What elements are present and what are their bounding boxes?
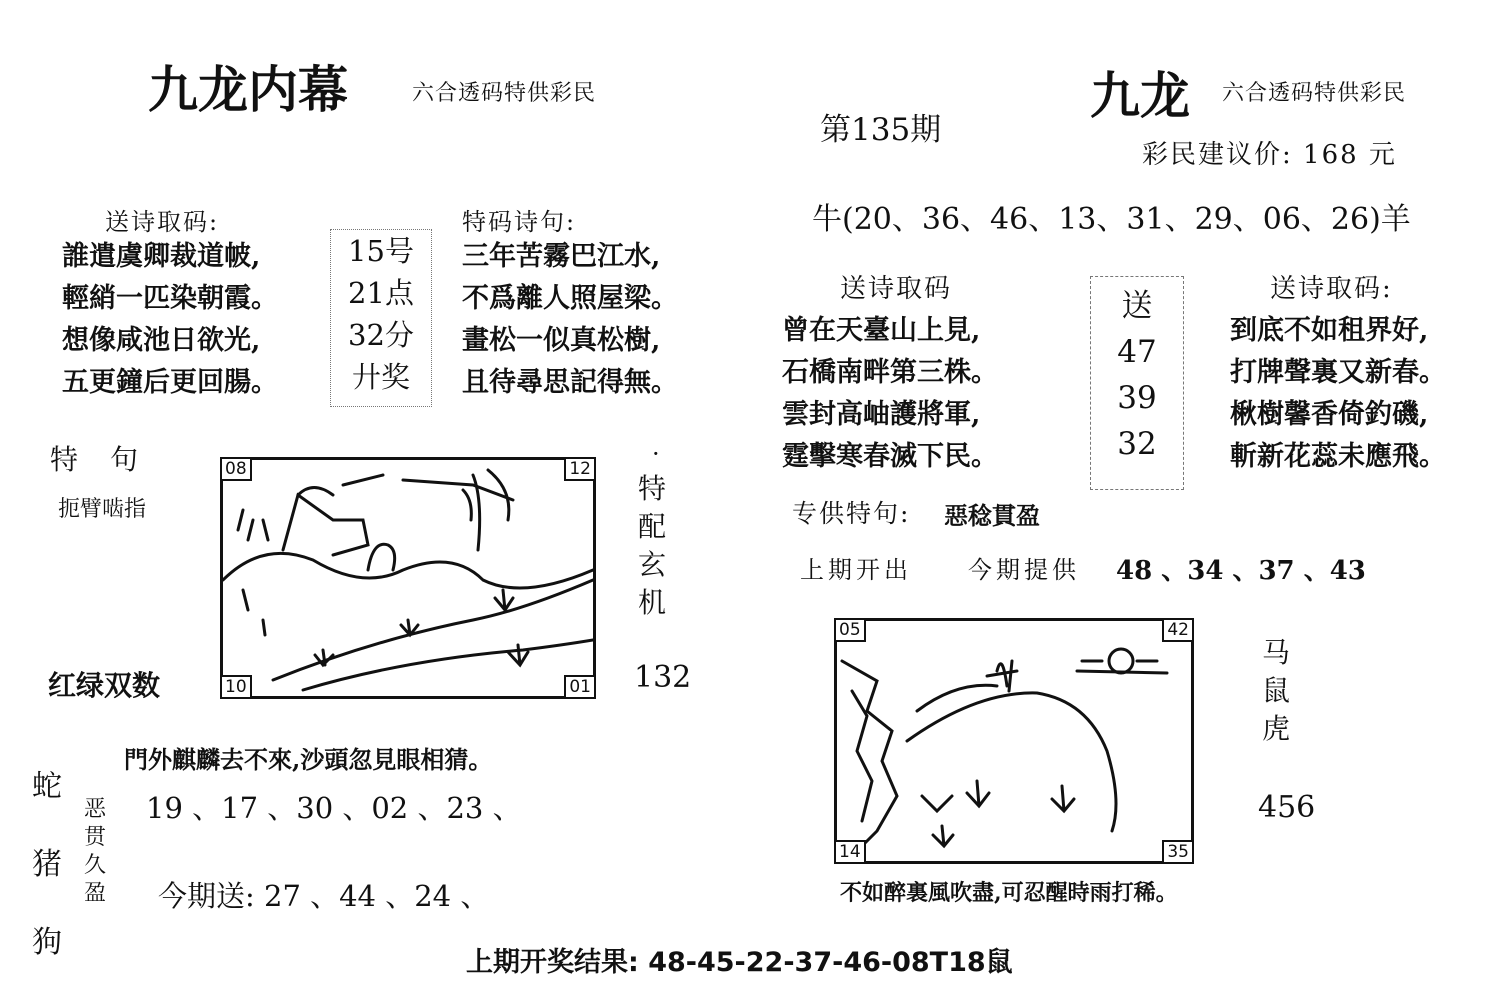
right-poem2 bbox=[1230, 310, 1446, 478]
egui-char: 久 bbox=[84, 853, 107, 878]
special-label: 专供特句: bbox=[792, 499, 911, 528]
left-sketch bbox=[220, 457, 596, 699]
corner-number: 35 bbox=[1162, 840, 1194, 864]
corner-number: 14 bbox=[834, 840, 866, 864]
side-char: 配 bbox=[638, 510, 667, 543]
send-box-line: 39 bbox=[1117, 380, 1157, 416]
time-box-line: 21点 bbox=[348, 276, 414, 310]
right-side-number: 456 bbox=[1258, 790, 1316, 825]
left-poem bbox=[62, 236, 278, 404]
provide-label: 今期提供 bbox=[968, 556, 1080, 584]
time-box-line: 廾奖 bbox=[351, 360, 410, 394]
corner-number: 10 bbox=[220, 675, 252, 699]
right-caption: 不如醉裏風吹盡,可忍醒時雨打稀。 bbox=[840, 880, 1178, 906]
couplet: 門外麒麟去不來,沙頭忽見眼相猜。 bbox=[124, 745, 493, 774]
poem-line: 斬新花蕊未應飛。 bbox=[1230, 441, 1446, 472]
issue-number: 第135期 bbox=[820, 112, 942, 148]
egui-char: 盈 bbox=[84, 881, 107, 906]
last-label: 上期开出 bbox=[800, 556, 912, 584]
zodiac-char: 狗 bbox=[32, 925, 62, 960]
tema-label: 特码诗句: bbox=[462, 208, 577, 236]
tema-poem bbox=[462, 236, 678, 404]
teju-label: 特 句 bbox=[50, 443, 141, 476]
teju-text: 扼臂啮指 bbox=[58, 497, 147, 522]
right-title: 九龙 bbox=[1090, 66, 1190, 125]
right-sketch bbox=[834, 618, 1194, 864]
zodiac-char: 猪 bbox=[32, 847, 62, 882]
side-char: 特 bbox=[638, 472, 667, 505]
side-number: 132 bbox=[634, 660, 692, 695]
side-char: 鼠 bbox=[1262, 674, 1291, 707]
left-title: 九龙内幕 bbox=[148, 60, 348, 119]
poem-line: 五更鐘后更回腸。 bbox=[62, 367, 278, 398]
special-text: 惡稔貫盈 bbox=[944, 501, 1040, 530]
right-subtitle: 六合透码特供彩民 bbox=[1222, 81, 1407, 106]
poem-line: 石橋南畔第三株。 bbox=[782, 357, 998, 388]
poem-line: 到底不如租界好, bbox=[1230, 315, 1429, 346]
poem-line: 誰遣虞卿裁道帔, bbox=[62, 241, 261, 272]
egui-vertical bbox=[84, 796, 106, 908]
provide-numbers: 48 、34 、37 、43 bbox=[1116, 556, 1366, 586]
poem-line: 霆擊寒春滅下民。 bbox=[782, 441, 998, 472]
side-dot: · bbox=[652, 440, 660, 468]
side-char: 虎 bbox=[1262, 712, 1291, 745]
corner-number: 12 bbox=[564, 457, 596, 481]
corner-number: 05 bbox=[834, 618, 866, 642]
side-vertical bbox=[638, 470, 666, 622]
zodiac-char: 蛇 bbox=[32, 769, 62, 804]
right-poem2-label: 送诗取码: bbox=[1270, 274, 1393, 304]
poem-line: 雲封高岫護將軍, bbox=[782, 399, 981, 430]
poem-line: 曾在天臺山上見, bbox=[782, 315, 981, 346]
send-box bbox=[1090, 276, 1184, 490]
left-subtitle: 六合透码特供彩民 bbox=[412, 81, 597, 106]
side-char: 机 bbox=[638, 586, 667, 619]
poem-line: 不爲離人照屋梁。 bbox=[462, 283, 678, 314]
time-box-line: 15号 bbox=[348, 234, 414, 268]
price: 彩民建议价: 168 元 bbox=[1142, 140, 1397, 170]
poem-line: 輕綃一匹染朝霞。 bbox=[62, 283, 278, 314]
poem-line: 畫松一似真松樹, bbox=[462, 325, 661, 356]
egui-char: 贯 bbox=[84, 825, 107, 850]
poem-line: 楸樹馨香倚釣磯, bbox=[1230, 399, 1429, 430]
niu-line: 牛(20、36、46、13、31、29、06、26)羊 bbox=[812, 202, 1411, 237]
landscape-sketch-icon bbox=[223, 460, 593, 696]
poem-line: 想像咸池日欲光, bbox=[62, 325, 261, 356]
side-char: 马 bbox=[1262, 636, 1291, 669]
right-side-vertical bbox=[1262, 634, 1290, 748]
corner-number: 08 bbox=[220, 457, 252, 481]
poem-line: 且待尋思記得無。 bbox=[462, 367, 678, 398]
send-box-line: 32 bbox=[1117, 426, 1157, 462]
poem-line: 三年苦霧巴江水, bbox=[462, 241, 661, 272]
send-line: 今期送: 27 、44 、24 、 bbox=[158, 879, 490, 913]
left-poem-label: 送诗取码: bbox=[105, 208, 220, 236]
numbers-line: 19 、17 、30 、02 、23 、 bbox=[146, 791, 522, 825]
poem-line: 打牌聲裏又新春。 bbox=[1230, 357, 1446, 388]
color-hint: 红绿双数 bbox=[48, 669, 161, 702]
send-box-line: 47 bbox=[1117, 334, 1157, 370]
landscape-sketch-icon bbox=[837, 621, 1191, 861]
corner-number: 01 bbox=[564, 675, 596, 699]
right-poem1 bbox=[782, 310, 998, 478]
egui-char: 恶 bbox=[84, 797, 107, 822]
time-box bbox=[330, 229, 432, 407]
last-result: 上期开奖结果: 48-45-22-37-46-08T18鼠 bbox=[466, 947, 1013, 978]
right-poem1-label: 送诗取码 bbox=[840, 274, 953, 304]
side-char: 玄 bbox=[638, 548, 667, 581]
time-box-line: 32分 bbox=[348, 318, 414, 352]
zodiac-vertical bbox=[32, 748, 62, 982]
corner-number: 42 bbox=[1162, 618, 1194, 642]
send-box-line: 送 bbox=[1121, 288, 1153, 324]
